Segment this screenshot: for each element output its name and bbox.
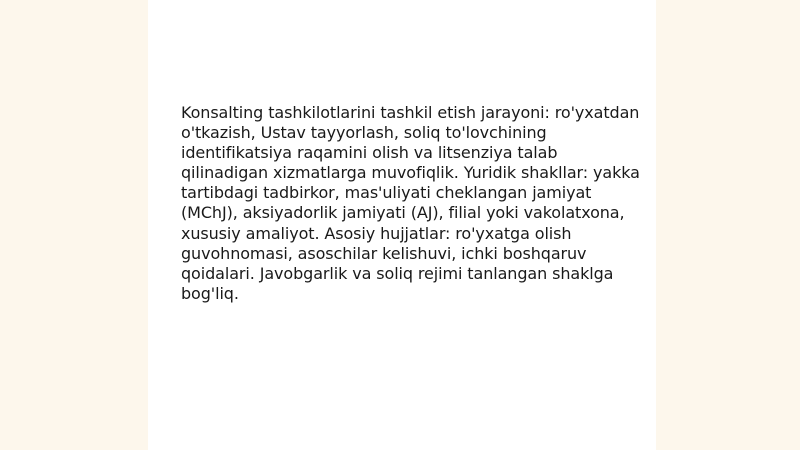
document-paragraph: Konsalting tashkilotlarini tashkil etish jarayoni: ro'yxatdan o'tkazish, Ustav tayyorlash, soliq to'lovchining identifikatsiya raqamini olish va litsenziya talab qilinadigan xizmatlarga muvofiqlik. Yuridik shakllar: yakka tartibdagi tadbirkor, mas'uliyati cheklangan jamiyat (MChJ), aksiyadorlik jamiyati (AJ), filial yoki vakolatxona, xususiy amaliyot. Asosiy hujjatlar: ro'yxatga olish guvohnomasi, asoschilar kelishuvi, ichki boshqaruv qoidalari. Javobgarlik va soliq rejimi tanlangan shaklga bog'liq. (181, 103, 640, 303)
document-page (148, 0, 656, 450)
